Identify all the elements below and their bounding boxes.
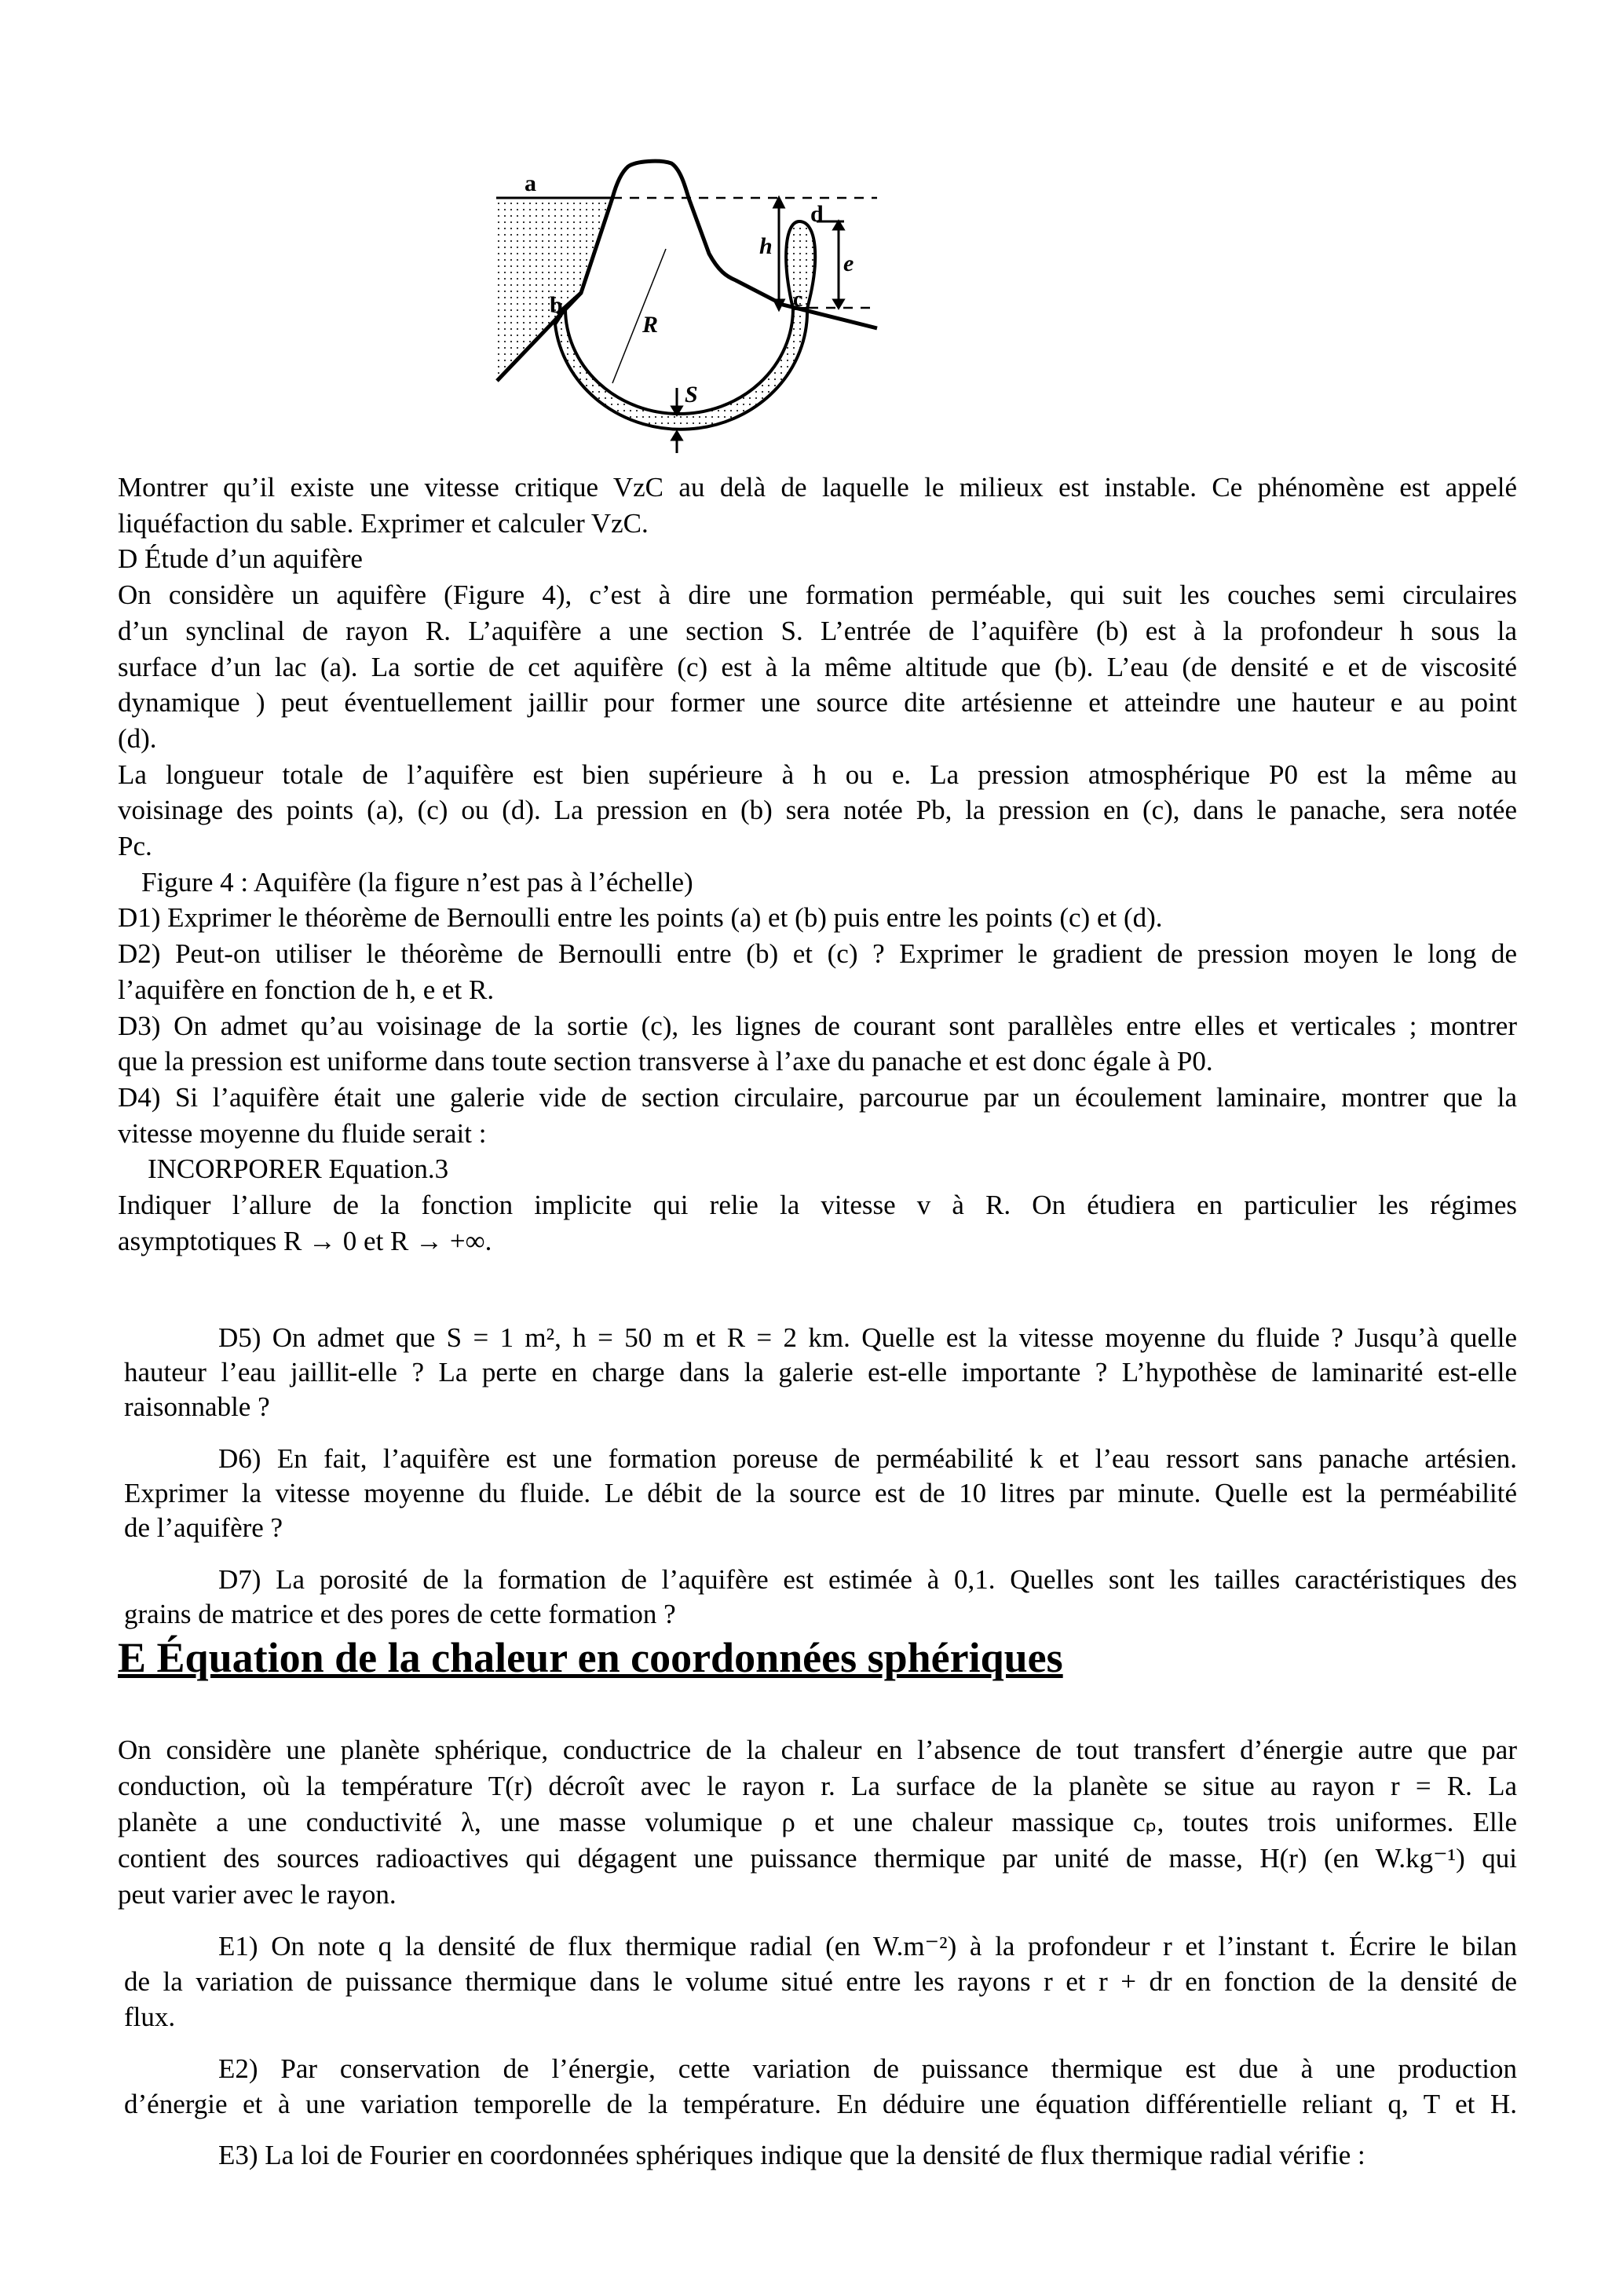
text-line: liquéfaction du sable. Exprimer et calculer VzC. (118, 507, 649, 539)
text-line: voisinage des points (a), (c) ou (d). La pression en (b) sera notée Pb, la pression en (c), dans le panache, sera notée (118, 795, 1517, 826)
label-S: S (685, 382, 698, 408)
text-line: planète a une conductivité λ, une masse volumique ρ et une chaleur massique cₚ, toutes trois uniformes. Elle (118, 1807, 1517, 1837)
text-line: Exprimer la vitesse moyenne du fluide. Le débit de la source est de 10 litres par minute. Quelle est la perméabilité (124, 1478, 1517, 1508)
section-e-heading: E Équation de la chaleur en coordonnées sphériques (118, 1634, 1063, 1681)
text-line: On considère une planète sphérique, conductrice de la chaleur en l’absence de tout transfert d’énergie autre que par (118, 1735, 1517, 1765)
question-d6 (124, 1442, 1517, 1545)
text-line: d’énergie et à une variation temporelle de la température. En déduire une équation différentielle reliant q, T et H. (124, 2089, 1517, 2119)
text-line: E2) Par conservation de l’énergie, cette variation de puissance thermique est due à une production (218, 2053, 1517, 2084)
label-a: a (525, 170, 536, 196)
label-b: b (550, 292, 563, 318)
text-line: conduction, où la température T(r) décroît avec le rayon r. La surface de la planète se situe au rayon r = R. La (118, 1771, 1517, 1801)
text-line: Indiquer l’allure de la fonction implicite qui relie la vitesse v à R. On étudiera en particulier les régimes (118, 1190, 1517, 1221)
text-line: D3) On admet qu’au voisinage de la sortie (c), les lignes de courant sont parallèles entre elles et verticales ; montrer (118, 1010, 1517, 1041)
text-line: D1) Exprimer le théorème de Bernoulli entre les points (a) et (b) puis entre les points (c) et (d). (118, 902, 1163, 934)
label-h: h (759, 233, 773, 259)
label-d: d (810, 201, 824, 227)
text-line: surface d’un lac (a). La sortie de cet aquifère (c) est à la même altitude que (b). L’eau (de densité e et de viscosité (118, 651, 1517, 682)
lake-area (496, 199, 612, 381)
text-line: E3) La loi de Fourier en coordonnées sphériques indique que la densité de flux thermique radial vérifie : (218, 2140, 1365, 2170)
text-line: peut varier avec le rayon. (118, 1879, 397, 1910)
text-line: E1) On note q la densité de flux thermique radial (en W.m⁻²) à la profondeur r et l’instant t. Écrire le bilan (218, 1931, 1517, 1961)
aquifer-band (555, 309, 807, 430)
question-d5 (124, 1321, 1517, 1424)
text-line: de la variation de puissance thermique dans le volume situé entre les rayons r et r + dr en fonction de la densité de (124, 1966, 1517, 1997)
e-arrow (817, 221, 844, 308)
text-line: Montrer qu’il existe une vitesse critique VzC au delà de laquelle le milieux est instable. Ce phénomène est appelé (118, 472, 1517, 503)
text-line: l’aquifère en fonction de h, e et R. (118, 974, 495, 1005)
text-line: D2) Peut-on utiliser le théorème de Bernoulli entre (b) et (c) ? Exprimer le gradient de pression moyen le long de (118, 938, 1517, 970)
section-e-intro (118, 1732, 1517, 1913)
text-line: grains de matrice et des pores de cette formation ? (124, 1599, 676, 1629)
text-line: dynamique ) peut éventuellement jaillir pour former une source dite artésienne et atteindre une hauteur e au point (118, 687, 1517, 718)
text-line: vitesse moyenne du fluide serait : (118, 1117, 487, 1149)
aquifer-figure (0, 0, 1623, 487)
text-line: (d). (118, 722, 157, 754)
text-line: D6) En fait, l’aquifère est une formation poreuse de perméabilité k et l’eau ressort sans panache artésien. (218, 1443, 1517, 1474)
text-line: D7) La porosité de la formation de l’aquifère est estimée à 0,1. Quelles sont les tailles caractéristiques des (218, 1564, 1517, 1595)
text-line: D Étude d’un aquifère (118, 543, 363, 575)
label-R: R (642, 312, 659, 338)
question-e2 (124, 2051, 1517, 2122)
text-line: Pc. (118, 831, 152, 862)
text-line: Figure 4 : Aquifère (la figure n’est pas à l’échelle) (141, 866, 693, 898)
text-line: D5) On admet que S = 1 m², h = 50 m et R = 2 km. Quelle est la vitesse moyenne du fluide ? Jusqu’à quelle (218, 1322, 1517, 1353)
hill-profile (557, 161, 877, 328)
text-line: La longueur totale de l’aquifère est bien supérieure à h ou e. La pression atmosphérique P0 est la même au (118, 759, 1517, 790)
text-line: contient des sources radioactives qui dégagent une puissance thermique par unité de masse, H(r) (en W.kg⁻¹) qui (118, 1843, 1517, 1874)
text-line: asymptotiques R → 0 et R → +∞. (118, 1225, 492, 1256)
text-line: que la pression est uniforme dans toute section transverse à l’axe du panache et est donc égale à P0. (118, 1046, 1213, 1077)
label-e: e (843, 250, 854, 276)
h-arrow (774, 198, 784, 309)
label-c: c (793, 287, 803, 312)
text-line: On considère un aquifère (Figure 4), c’est à dire une formation perméable, qui suit les couches semi circulaires (118, 579, 1517, 611)
text-line: de l’aquifère ? (124, 1512, 283, 1543)
text-line: flux. (124, 2002, 176, 2032)
question-e1 (124, 1929, 1517, 2035)
text-line: raisonnable ? (124, 1391, 270, 1422)
intro-and-questions-d1-d4 (118, 470, 1517, 1259)
text-line: INCORPORER Equation.3 (148, 1153, 449, 1185)
question-d7 (124, 1563, 1517, 1632)
question-e3 (124, 2137, 1517, 2173)
text-line: D4) Si l’aquifère était une galerie vide de section circulaire, parcourue par un écoulement laminaire, montrer que la (118, 1081, 1517, 1113)
text-line: d’un synclinal de rayon R. L’aquifère a une section S. L’entrée de l’aquifère (b) est à la profondeur h sous la (118, 615, 1517, 646)
text-line: hauteur l’eau jaillit-elle ? La perte en charge dans la galerie est-elle importante ? L’hypothèse de laminarité est-elle (124, 1357, 1517, 1387)
